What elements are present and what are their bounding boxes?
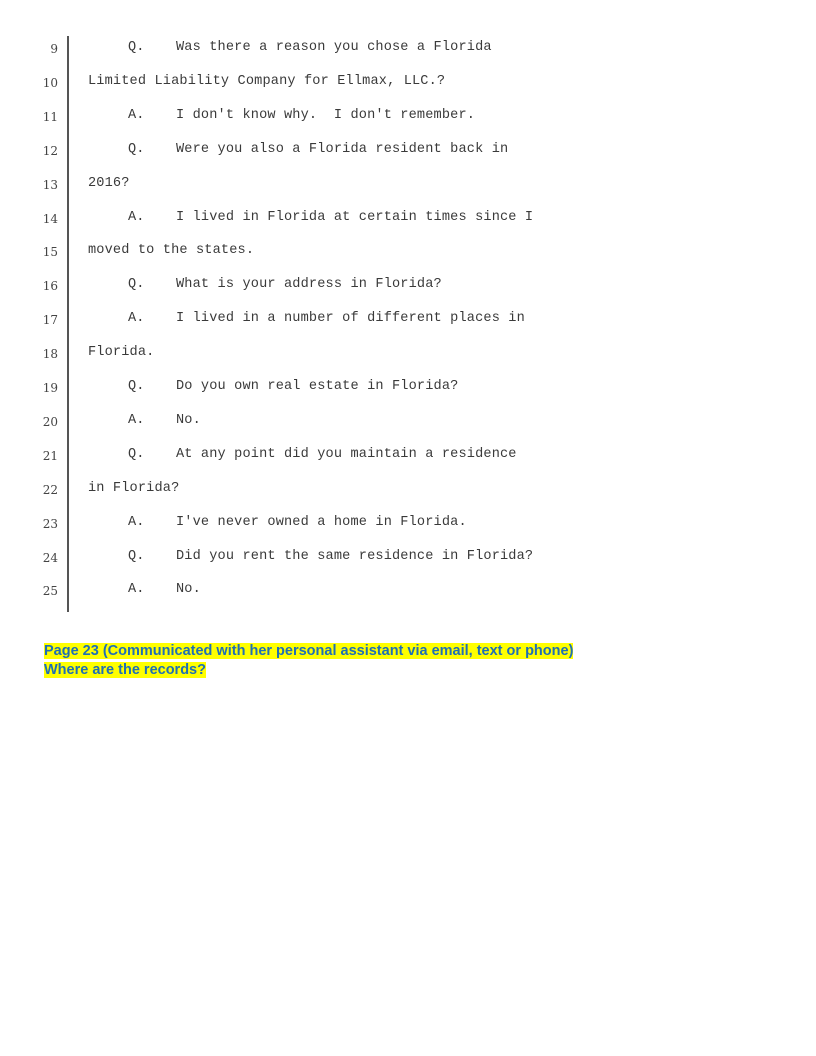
- transcript-line: [0, 443, 816, 473]
- line-number: 18: [42, 347, 58, 362]
- line-content: I don't know why. I don't remember.: [176, 107, 476, 123]
- line-text: [128, 40, 492, 55]
- transcript-line: [0, 104, 816, 134]
- line-content: No.: [176, 582, 201, 598]
- transcript-line: [0, 273, 816, 303]
- line-content: I lived in a number of different places in: [176, 311, 525, 327]
- line-number: 21: [42, 448, 58, 463]
- line-content: Do you own real estate in Florida?: [176, 379, 459, 394]
- line-content: Were you also a Florida resident back in: [176, 141, 509, 157]
- line-text: [88, 243, 254, 258]
- line-content: What is your address in Florida?: [176, 277, 442, 293]
- transcript-line: [0, 172, 816, 202]
- line-text: [128, 311, 525, 326]
- transcript-line: [0, 206, 816, 236]
- line-text: [88, 74, 445, 89]
- line-text: [88, 176, 130, 191]
- line-number: 19: [42, 381, 58, 395]
- transcript-line: [0, 511, 816, 541]
- speaker-label: A.: [128, 311, 145, 327]
- transcript-line: [0, 477, 816, 507]
- line-content: Did you rent the same residence in Florida?: [176, 548, 534, 564]
- transcript-line: [0, 307, 816, 337]
- speaker-label: A.: [128, 582, 145, 598]
- speaker-label: Q.: [128, 548, 145, 564]
- line-number: 22: [42, 482, 58, 497]
- note-records-question: Where are the records?: [44, 662, 206, 678]
- line-number: 11: [42, 109, 58, 124]
- transcript-line: [0, 36, 816, 66]
- speaker-label: A.: [128, 514, 145, 530]
- speaker-label: Q.: [128, 277, 145, 293]
- line-text: [128, 515, 467, 530]
- line-content: At any point did you maintain a residence: [176, 446, 517, 462]
- transcript-line: [0, 341, 816, 371]
- line-content: I lived in Florida at certain times since I: [176, 209, 534, 225]
- line-number: 20: [42, 414, 58, 429]
- line-text: [128, 379, 458, 394]
- transcript-line: [0, 375, 816, 405]
- line-content: moved to the states.: [88, 243, 255, 259]
- note-page-reference: Page 23 (Communicated with her personal assistant via email, text or phone): [44, 643, 574, 659]
- transcript-line: [0, 70, 816, 100]
- line-number: 12: [42, 143, 58, 158]
- line-text: [128, 277, 442, 292]
- line-text: [128, 447, 517, 462]
- line-text: [128, 142, 508, 157]
- line-text: [128, 413, 201, 428]
- speaker-label: A.: [128, 107, 145, 123]
- line-text: [88, 345, 154, 360]
- speaker-label: Q.: [128, 141, 145, 157]
- line-number: 9: [50, 42, 58, 56]
- transcript-line: [0, 409, 816, 439]
- line-text: [128, 108, 475, 123]
- speaker-label: Q.: [128, 40, 145, 55]
- line-content: Florida.: [88, 345, 155, 361]
- line-text: [128, 549, 533, 564]
- line-text: [128, 210, 533, 225]
- line-number: 13: [42, 177, 58, 192]
- speaker-label: Q.: [128, 446, 145, 462]
- line-number: 23: [42, 516, 58, 531]
- transcript-line: [0, 239, 816, 269]
- line-text: [88, 481, 179, 496]
- speaker-label: A.: [128, 412, 145, 428]
- transcript-line: [0, 138, 816, 168]
- line-number: 14: [42, 211, 58, 226]
- speaker-label: Q.: [128, 379, 145, 394]
- line-number: 16: [42, 279, 58, 294]
- line-number: 25: [42, 584, 58, 599]
- transcript-line: [0, 578, 816, 608]
- speaker-label: A.: [128, 209, 145, 225]
- line-content: Was there a reason you chose a Florida: [176, 40, 492, 55]
- line-number: 17: [42, 313, 58, 328]
- transcript-line: [0, 545, 816, 575]
- annotation-notes: [44, 642, 573, 680]
- line-content: I've never owned a home in Florida.: [176, 514, 467, 530]
- line-text: [128, 582, 201, 597]
- line-number: 15: [42, 245, 58, 260]
- line-number: 10: [42, 75, 58, 90]
- line-content: No.: [176, 412, 201, 428]
- line-content: 2016?: [88, 175, 130, 191]
- line-content: Limited Liability Company for Ellmax, LLC.?: [88, 73, 446, 89]
- line-number: 24: [42, 550, 58, 565]
- line-content: in Florida?: [88, 480, 180, 496]
